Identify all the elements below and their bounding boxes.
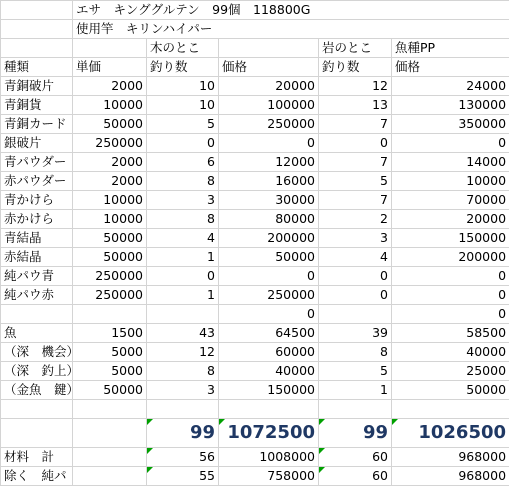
cell-count-rock[interactable]: 3 — [319, 229, 392, 248]
cell-price-rock[interactable]: 14000 — [392, 153, 509, 172]
cell-name[interactable]: 純パウ赤 — [1, 286, 73, 305]
table-row — [1, 134, 509, 153]
cell-unit-price[interactable]: 5000 — [73, 362, 147, 381]
cell-price-rock[interactable]: 24000 — [392, 77, 509, 96]
table-row — [1, 324, 509, 343]
cell-price-rock[interactable]: 40000 — [392, 343, 509, 362]
cell-count-rock[interactable]: 5 — [319, 362, 392, 381]
cell-count-rock[interactable]: 0 — [319, 267, 392, 286]
cell-count-rock[interactable]: 1 — [319, 381, 392, 400]
cell-unit-price[interactable]: 50000 — [73, 248, 147, 267]
rod-row — [1, 20, 509, 39]
cell-unit-price[interactable]: 50000 — [73, 229, 147, 248]
cell-count-wood[interactable]: 3 — [147, 191, 219, 210]
cell-count-rock[interactable]: 7 — [319, 153, 392, 172]
cell-name[interactable]: 青結晶 — [1, 229, 73, 248]
cell-price-rock[interactable]: 25000 — [392, 362, 509, 381]
cell-count-wood[interactable]: 3 — [147, 381, 219, 400]
cell-count-wood[interactable]: 1 — [147, 286, 219, 305]
cell-count-wood[interactable]: 5 — [147, 115, 219, 134]
cell-price-rock[interactable]: 10000 — [392, 172, 509, 191]
cell-name[interactable]: 除く 純パ — [1, 467, 73, 486]
cell-unit-price[interactable]: 10000 — [73, 210, 147, 229]
cell-unit-price[interactable]: 1500 — [73, 324, 147, 343]
cell-name[interactable]: （深 機会） — [1, 343, 73, 362]
header-kind[interactable]: 種類 — [1, 58, 73, 77]
cell-unit-price[interactable]: 50000 — [73, 115, 147, 134]
cell-count-rock[interactable]: 7 — [319, 115, 392, 134]
cell-name[interactable]: 材料 計 — [1, 448, 73, 467]
cell-count-rock[interactable]: 4 — [319, 248, 392, 267]
cell-count-wood[interactable]: 0 — [147, 134, 219, 153]
cell-count-rock[interactable]: 8 — [319, 343, 392, 362]
cell-price-wood[interactable]: 30000 — [219, 191, 319, 210]
cell-price-wood[interactable]: 1008000 — [219, 448, 319, 467]
column-header-row — [1, 58, 509, 77]
table-row — [1, 77, 509, 96]
cell-price-rock[interactable]: 0 — [392, 267, 509, 286]
cell-unit-price[interactable]: 2000 — [73, 172, 147, 191]
cell-name[interactable]: 赤パウダー — [1, 172, 73, 191]
cell-price-rock[interactable]: 150000 — [392, 229, 509, 248]
cell-count-wood[interactable]: 8 — [147, 362, 219, 381]
table-row — [1, 286, 509, 305]
cell-unit-price[interactable]: 10000 — [73, 96, 147, 115]
header-count-rock[interactable]: 釣り数 — [319, 58, 392, 77]
totals-row — [1, 419, 509, 448]
cell-unit-price[interactable]: 10000 — [73, 191, 147, 210]
cell-unit-price[interactable]: 250000 — [73, 286, 147, 305]
section-row — [1, 39, 509, 58]
cell-price-wood[interactable]: 12000 — [219, 153, 319, 172]
header-unit-price[interactable]: 単価 — [73, 58, 147, 77]
cell-count-rock[interactable]: 0 — [319, 286, 392, 305]
total-price-wood[interactable]: 1072500 — [219, 419, 319, 448]
table-row — [1, 248, 509, 267]
cell-name[interactable]: 銀破片 — [1, 134, 73, 153]
cell-unit-price[interactable]: 2000 — [73, 77, 147, 96]
cell-price-wood[interactable]: 0 — [219, 267, 319, 286]
summary-row — [1, 448, 509, 467]
section-fishpp[interactable]: 魚種PP — [392, 39, 509, 58]
table-row — [1, 172, 509, 191]
cell-name[interactable]: 赤結晶 — [1, 248, 73, 267]
cell-count-rock[interactable]: 0 — [319, 134, 392, 153]
table-row — [1, 343, 509, 362]
table-row — [1, 210, 509, 229]
cell-price-rock[interactable]: 20000 — [392, 210, 509, 229]
cell-name[interactable]: 青銅貨 — [1, 96, 73, 115]
cell-unit-price[interactable]: 250000 — [73, 267, 147, 286]
table-row — [1, 153, 509, 172]
header-price-rock[interactable]: 価格 — [392, 58, 509, 77]
section-wood[interactable]: 木のとこ — [147, 39, 219, 58]
cell-count-wood[interactable]: 10 — [147, 77, 219, 96]
cell-price-wood[interactable]: 64500 — [219, 324, 319, 343]
cell-count-wood[interactable]: 43 — [147, 324, 219, 343]
cell-name[interactable]: 赤かけら — [1, 210, 73, 229]
cell-price-wood[interactable]: 60000 — [219, 343, 319, 362]
cell-count-rock[interactable]: 13 — [319, 96, 392, 115]
table-row — [1, 381, 509, 400]
cell-name[interactable]: 魚 — [1, 324, 73, 343]
cell-count-wood[interactable]: 55 — [147, 467, 219, 486]
cell-count-wood[interactable]: 4 — [147, 229, 219, 248]
header-count-wood[interactable]: 釣り数 — [147, 58, 219, 77]
cell-price-wood[interactable]: 250000 — [219, 115, 319, 134]
cell-count-wood[interactable]: 0 — [147, 267, 219, 286]
cell-count-rock[interactable]: 5 — [319, 172, 392, 191]
cell-count-rock[interactable]: 60 — [319, 448, 392, 467]
cell-unit-price[interactable]: 250000 — [73, 134, 147, 153]
cell-count-rock[interactable]: 39 — [319, 324, 392, 343]
cell-count-rock[interactable]: 2 — [319, 210, 392, 229]
table-row — [1, 229, 509, 248]
total-count-wood[interactable]: 99 — [147, 419, 219, 448]
cell-price-rock[interactable]: 50000 — [392, 381, 509, 400]
cell-price-rock[interactable]: 130000 — [392, 96, 509, 115]
blank-row — [1, 305, 509, 324]
cell-count-wood[interactable]: 6 — [147, 153, 219, 172]
cell-price-rock[interactable]: 70000 — [392, 191, 509, 210]
blank-price-rock[interactable]: 0 — [392, 305, 509, 324]
summary-row — [1, 467, 509, 486]
cell-price-wood[interactable]: 200000 — [219, 229, 319, 248]
header-price-wood[interactable]: 価格 — [219, 58, 319, 77]
cell-price-wood[interactable]: 50000 — [219, 248, 319, 267]
rod-info[interactable]: 使用竿 キリンハイパー — [73, 20, 509, 39]
bait-info[interactable]: エサ キンググルテン 99個 118800G — [73, 1, 509, 20]
cell-unit-price[interactable] — [73, 467, 147, 486]
cell-count-rock[interactable]: 7 — [319, 191, 392, 210]
cell-price-wood[interactable]: 16000 — [219, 172, 319, 191]
cell-price-rock[interactable]: 200000 — [392, 248, 509, 267]
table-row — [1, 267, 509, 286]
total-price-rock[interactable]: 1026500 — [392, 419, 509, 448]
cell-count-wood[interactable]: 8 — [147, 172, 219, 191]
table-row — [1, 96, 509, 115]
cell-count-wood[interactable]: 1 — [147, 248, 219, 267]
cell-count-rock[interactable]: 12 — [319, 77, 392, 96]
title-row — [1, 1, 509, 20]
cell-price-rock[interactable]: 0 — [392, 134, 509, 153]
empty-row — [1, 400, 509, 419]
cell-unit-price[interactable]: 5000 — [73, 343, 147, 362]
cell-price-wood[interactable]: 250000 — [219, 286, 319, 305]
cell-count-rock[interactable]: 60 — [319, 467, 392, 486]
cell-unit-price[interactable]: 50000 — [73, 381, 147, 400]
cell-price-rock[interactable]: 350000 — [392, 115, 509, 134]
cell-name[interactable]: 青銅破片 — [1, 77, 73, 96]
cell-name[interactable]: （深 釣上） — [1, 362, 73, 381]
cell-price-wood[interactable]: 100000 — [219, 96, 319, 115]
table-row — [1, 115, 509, 134]
cell-unit-price[interactable] — [73, 448, 147, 467]
cell-name[interactable]: 青銅カード — [1, 115, 73, 134]
cell-price-rock[interactable]: 968000 — [392, 448, 509, 467]
table-row — [1, 362, 509, 381]
cell-price-rock[interactable]: 968000 — [392, 467, 509, 486]
blank-price-wood[interactable]: 0 — [219, 305, 319, 324]
cell-price-wood[interactable]: 0 — [219, 134, 319, 153]
section-rock[interactable]: 岩のとこ — [319, 39, 392, 58]
cell-name[interactable]: （金魚 鍵） — [1, 381, 73, 400]
cell-count-wood[interactable]: 8 — [147, 210, 219, 229]
cell-name[interactable]: 純パウ青 — [1, 267, 73, 286]
cell-name[interactable]: 青かけら — [1, 191, 73, 210]
cell-unit-price[interactable]: 2000 — [73, 153, 147, 172]
cell-price-wood[interactable]: 20000 — [219, 77, 319, 96]
cell-name[interactable]: 青パウダー — [1, 153, 73, 172]
total-count-rock[interactable]: 99 — [319, 419, 392, 448]
cell-price-wood[interactable]: 150000 — [219, 381, 319, 400]
cell-price-wood[interactable]: 80000 — [219, 210, 319, 229]
cell-price-wood[interactable]: 758000 — [219, 467, 319, 486]
table-row — [1, 191, 509, 210]
cell-count-wood[interactable]: 56 — [147, 448, 219, 467]
cell-price-rock[interactable]: 0 — [392, 286, 509, 305]
cell-count-wood[interactable]: 12 — [147, 343, 219, 362]
cell-count-wood[interactable]: 10 — [147, 96, 219, 115]
cell-price-wood[interactable]: 40000 — [219, 362, 319, 381]
cell-price-rock[interactable]: 58500 — [392, 324, 509, 343]
